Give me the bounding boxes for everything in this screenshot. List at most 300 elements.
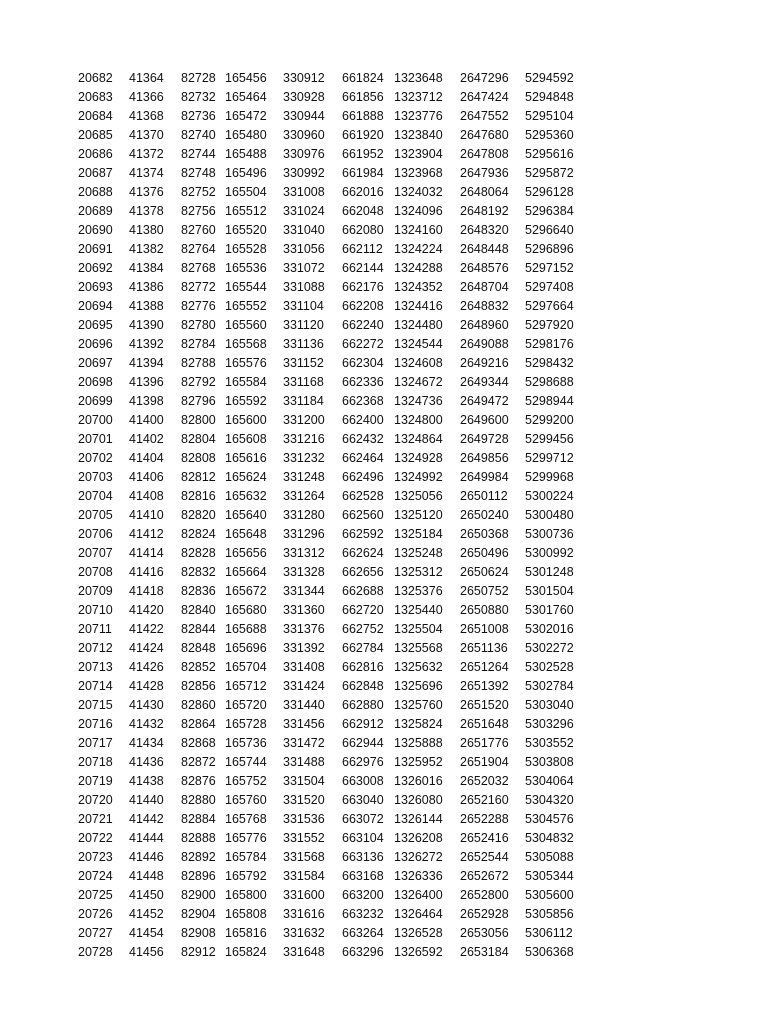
table-cell: 41386 [129,280,164,294]
table-cell: 82808 [181,451,216,465]
table-cell: 331648 [283,945,325,959]
table-cell: 5303296 [525,717,574,731]
table-row [0,69,768,88]
table-cell: 41366 [129,90,164,104]
table-cell: 41454 [129,926,164,940]
table-cell: 82768 [181,261,216,275]
table-cell: 1323904 [394,147,443,161]
table-cell: 1324672 [394,375,443,389]
table-cell: 165736 [225,736,267,750]
table-cell: 2648448 [460,242,509,256]
table-cell: 5301760 [525,603,574,617]
table-cell: 20726 [78,907,113,921]
table-cell: 82876 [181,774,216,788]
table-cell: 20704 [78,489,113,503]
table-cell: 20702 [78,451,113,465]
table-cell: 5302272 [525,641,574,655]
table-cell: 662752 [342,622,384,636]
table-cell: 20687 [78,166,113,180]
table-cell: 662720 [342,603,384,617]
table-row [0,278,768,297]
table-cell: 41438 [129,774,164,788]
table-cell: 5296128 [525,185,574,199]
table-cell: 165656 [225,546,267,560]
table-cell: 5300480 [525,508,574,522]
table-cell: 1323712 [394,90,443,104]
table-cell: 663232 [342,907,384,921]
table-row [0,373,768,392]
table-row [0,544,768,563]
table-cell: 41392 [129,337,164,351]
table-cell: 165552 [225,299,267,313]
table-cell: 165816 [225,926,267,940]
table-cell: 82844 [181,622,216,636]
table-cell: 165720 [225,698,267,712]
table-row [0,734,768,753]
table-cell: 5305344 [525,869,574,883]
table-cell: 82872 [181,755,216,769]
table-cell: 5296384 [525,204,574,218]
table-cell: 20706 [78,527,113,541]
table-row [0,183,768,202]
table-cell: 5306368 [525,945,574,959]
table-cell: 1324352 [394,280,443,294]
table-cell: 82832 [181,565,216,579]
table-row [0,715,768,734]
table-cell: 41400 [129,413,164,427]
table-cell: 82860 [181,698,216,712]
table-cell: 1324800 [394,413,443,427]
table-cell: 2652928 [460,907,509,921]
table-cell: 331248 [283,470,325,484]
table-cell: 2649728 [460,432,509,446]
table-cell: 331072 [283,261,325,275]
table-cell: 663168 [342,869,384,883]
table-cell: 1325056 [394,489,443,503]
table-row [0,867,768,886]
table-cell: 662112 [342,242,383,256]
table-row [0,563,768,582]
table-cell: 1325184 [394,527,443,541]
table-cell: 165640 [225,508,267,522]
table-cell: 331232 [283,451,325,465]
table-cell: 1324416 [394,299,443,313]
table-row [0,696,768,715]
table-cell: 20710 [78,603,113,617]
table-cell: 330960 [283,128,325,142]
table-cell: 1325632 [394,660,443,674]
table-cell: 1325376 [394,584,443,598]
table-cell: 82896 [181,869,216,883]
table-cell: 41444 [129,831,164,845]
table-cell: 331200 [283,413,325,427]
table-cell: 5294592 [525,71,574,85]
table-cell: 1325760 [394,698,443,712]
table-cell: 165616 [225,451,267,465]
table-cell: 82732 [181,90,216,104]
table-cell: 2650368 [460,527,509,541]
table-cell: 662464 [342,451,384,465]
table-cell: 663104 [342,831,384,845]
table-cell: 2649216 [460,356,509,370]
table-cell: 662528 [342,489,384,503]
table-cell: 82728 [181,71,216,85]
table-cell: 331120 [283,318,324,332]
table-cell: 20698 [78,375,113,389]
table-cell: 5304064 [525,774,574,788]
table-cell: 5297408 [525,280,574,294]
table-cell: 662176 [342,280,384,294]
table-cell: 2649600 [460,413,509,427]
table-cell: 82764 [181,242,216,256]
table-cell: 165488 [225,147,267,161]
table-cell: 41384 [129,261,164,275]
table-cell: 1325824 [394,717,443,731]
table-cell: 82828 [181,546,216,560]
table-cell: 5303808 [525,755,574,769]
table-cell: 331152 [283,356,324,370]
table-cell: 82852 [181,660,216,674]
table-cell: 661888 [342,109,384,123]
table-cell: 662208 [342,299,384,313]
table-cell: 331360 [283,603,325,617]
table-cell: 1324160 [394,223,443,237]
table-cell: 2651392 [460,679,509,693]
table-cell: 662784 [342,641,384,655]
table-cell: 662336 [342,375,384,389]
table-cell: 41424 [129,641,164,655]
table-cell: 662880 [342,698,384,712]
table-cell: 165744 [225,755,267,769]
table-cell: 82756 [181,204,216,218]
table-cell: 331600 [283,888,325,902]
table-row [0,202,768,221]
table-cell: 331216 [283,432,325,446]
table-cell: 2649344 [460,375,509,389]
table-cell: 5296640 [525,223,574,237]
table-cell: 331616 [283,907,325,921]
table-cell: 1324288 [394,261,443,275]
table-cell: 331136 [283,337,324,351]
table-cell: 20699 [78,394,113,408]
table-row [0,658,768,677]
table-cell: 41430 [129,698,164,712]
table-row [0,107,768,126]
table-cell: 331264 [283,489,325,503]
table-cell: 5295360 [525,128,574,142]
table-cell: 20701 [78,432,113,446]
table-cell: 2651904 [460,755,509,769]
table-cell: 82748 [181,166,216,180]
table-cell: 41418 [129,584,164,598]
table-cell: 1324864 [394,432,443,446]
table-cell: 1323776 [394,109,443,123]
table-cell: 1326592 [394,945,443,959]
table-cell: 82784 [181,337,216,351]
table-cell: 20708 [78,565,113,579]
table-row [0,392,768,411]
table-cell: 1324096 [394,204,443,218]
table-cell: 5301504 [525,584,574,598]
table-cell: 41422 [129,622,164,636]
table-cell: 82884 [181,812,216,826]
table-cell: 82856 [181,679,216,693]
table-cell: 2647552 [460,109,509,123]
table-row [0,240,768,259]
table-cell: 331424 [283,679,325,693]
table-cell: 662944 [342,736,384,750]
table-cell: 82880 [181,793,216,807]
table-cell: 2651264 [460,660,509,674]
table-row [0,430,768,449]
table-cell: 20724 [78,869,113,883]
table-cell: 41408 [129,489,164,503]
table-row [0,677,768,696]
table-cell: 41370 [129,128,164,142]
table-cell: 5297920 [525,318,574,332]
table-row [0,316,768,335]
table-cell: 2647936 [460,166,509,180]
table-cell: 41398 [129,394,164,408]
table-cell: 1325888 [394,736,443,750]
table-row [0,791,768,810]
table-cell: 82744 [181,147,216,161]
table-cell: 1324224 [394,242,443,256]
table-row [0,639,768,658]
table-cell: 82904 [181,907,216,921]
table-cell: 82796 [181,394,216,408]
table-cell: 1324992 [394,470,443,484]
table-cell: 82788 [181,356,216,370]
table-cell: 41420 [129,603,164,617]
table-cell: 20712 [78,641,113,655]
table-cell: 1325504 [394,622,443,636]
table-cell: 165520 [225,223,267,237]
table-cell: 2651776 [460,736,509,750]
table-row [0,753,768,772]
table-cell: 5299456 [525,432,574,446]
table-cell: 331456 [283,717,325,731]
table-cell: 331088 [283,280,325,294]
table-cell: 165672 [225,584,267,598]
table-cell: 41428 [129,679,164,693]
table-cell: 20695 [78,318,113,332]
table-cell: 662368 [342,394,384,408]
table-cell: 165536 [225,261,267,275]
table-cell: 331584 [283,869,325,883]
table-cell: 20705 [78,508,113,522]
table-cell: 20718 [78,755,113,769]
table-cell: 165768 [225,812,267,826]
table-cell: 82812 [181,470,216,484]
table-cell: 165712 [225,679,267,693]
table-cell: 82912 [181,945,216,959]
table-cell: 165688 [225,622,267,636]
table-cell: 165608 [225,432,267,446]
table-cell: 5303040 [525,698,574,712]
table-cell: 165584 [225,375,267,389]
table-cell: 20707 [78,546,113,560]
table-cell: 20697 [78,356,113,370]
table-row [0,506,768,525]
table-cell: 41372 [129,147,164,161]
table-cell: 663136 [342,850,384,864]
table-cell: 165592 [225,394,267,408]
table-cell: 662816 [342,660,384,674]
table-row [0,582,768,601]
table-cell: 165480 [225,128,267,142]
table-cell: 41368 [129,109,164,123]
table-cell: 330928 [283,90,325,104]
table-cell: 5299968 [525,470,574,484]
table-cell: 41390 [129,318,164,332]
table-cell: 20709 [78,584,113,598]
table-cell: 165792 [225,869,267,883]
table-cell: 41434 [129,736,164,750]
table-cell: 331392 [283,641,325,655]
table-cell: 330992 [283,166,325,180]
table-cell: 2652416 [460,831,509,845]
table-row [0,335,768,354]
table-cell: 1326144 [394,812,443,826]
table-cell: 2653184 [460,945,509,959]
table-cell: 1324608 [394,356,443,370]
table-cell: 331312 [283,546,325,560]
table-cell: 662496 [342,470,384,484]
table-row [0,354,768,373]
table-cell: 82752 [181,185,216,199]
table-cell: 331168 [283,375,324,389]
table-cell: 20700 [78,413,113,427]
table-cell: 2648832 [460,299,509,313]
table-row [0,924,768,943]
table-cell: 5300992 [525,546,574,560]
table-cell: 1323840 [394,128,443,142]
table-cell: 5306112 [525,926,573,940]
table-cell: 331472 [283,736,325,750]
table-cell: 2651136 [460,641,508,655]
table-cell: 41394 [129,356,164,370]
table-cell: 330944 [283,109,325,123]
table-cell: 165800 [225,888,267,902]
table-cell: 20717 [78,736,113,750]
table-cell: 5295104 [525,109,574,123]
table-cell: 331632 [283,926,325,940]
table-cell: 2649856 [460,451,509,465]
table-cell: 20685 [78,128,113,142]
table-cell: 41404 [129,451,164,465]
table-cell: 165824 [225,945,267,959]
table-cell: 663040 [342,793,384,807]
table-cell: 5295872 [525,166,574,180]
table-cell: 1323968 [394,166,443,180]
table-cell: 331328 [283,565,325,579]
table-cell: 165784 [225,850,267,864]
table-cell: 1325312 [394,565,443,579]
table-row [0,259,768,278]
table-cell: 1326016 [394,774,443,788]
table-cell: 82792 [181,375,216,389]
table-cell: 165808 [225,907,267,921]
table-cell: 20686 [78,147,113,161]
table-cell: 20711 [78,622,112,636]
table-cell: 82816 [181,489,216,503]
table-cell: 1324032 [394,185,443,199]
table-cell: 331504 [283,774,325,788]
table-row [0,468,768,487]
table-cell: 20703 [78,470,113,484]
table-cell: 82900 [181,888,216,902]
table-cell: 331536 [283,812,325,826]
table-cell: 165560 [225,318,267,332]
table-cell: 5304320 [525,793,574,807]
table-cell: 41436 [129,755,164,769]
table-cell: 662592 [342,527,384,541]
table-cell: 165648 [225,527,267,541]
table-cell: 331008 [283,185,325,199]
table-row [0,449,768,468]
table-row [0,411,768,430]
table-row [0,164,768,183]
table-cell: 662848 [342,679,384,693]
table-cell: 41432 [129,717,164,731]
table-cell: 2648064 [460,185,509,199]
table-cell: 1324928 [394,451,443,465]
table-cell: 5304576 [525,812,574,826]
table-cell: 82840 [181,603,216,617]
table-cell: 662144 [342,261,384,275]
table-cell: 2648960 [460,318,509,332]
table-cell: 1326528 [394,926,443,940]
table-cell: 5297664 [525,299,574,313]
table-cell: 1326336 [394,869,443,883]
table-cell: 2651008 [460,622,509,636]
number-table [0,69,768,962]
table-cell: 1325568 [394,641,443,655]
table-cell: 662624 [342,546,384,560]
table-cell: 662912 [342,717,384,731]
table-cell: 661952 [342,147,384,161]
table-cell: 41450 [129,888,164,902]
table-cell: 2647424 [460,90,509,104]
table-cell: 82804 [181,432,216,446]
table-cell: 662688 [342,584,384,598]
table-cell: 331552 [283,831,325,845]
table-cell: 2650880 [460,603,509,617]
table-cell: 1324544 [394,337,443,351]
table-cell: 2647296 [460,71,509,85]
table-cell: 1326400 [394,888,443,902]
table-cell: 2652288 [460,812,509,826]
table-cell: 165472 [225,109,267,123]
table-cell: 661856 [342,90,384,104]
table-cell: 41442 [129,812,164,826]
table-cell: 41378 [129,204,164,218]
table-cell: 662976 [342,755,384,769]
table-cell: 20713 [78,660,113,674]
table-cell: 661984 [342,166,384,180]
table-cell: 82740 [181,128,216,142]
table-cell: 5304832 [525,831,574,845]
table-cell: 331520 [283,793,325,807]
table-row [0,297,768,316]
table-row [0,620,768,639]
table-cell: 20696 [78,337,113,351]
table-cell: 20727 [78,926,113,940]
table-cell: 331488 [283,755,325,769]
table-cell: 2651648 [460,717,509,731]
table-cell: 2652544 [460,850,509,864]
